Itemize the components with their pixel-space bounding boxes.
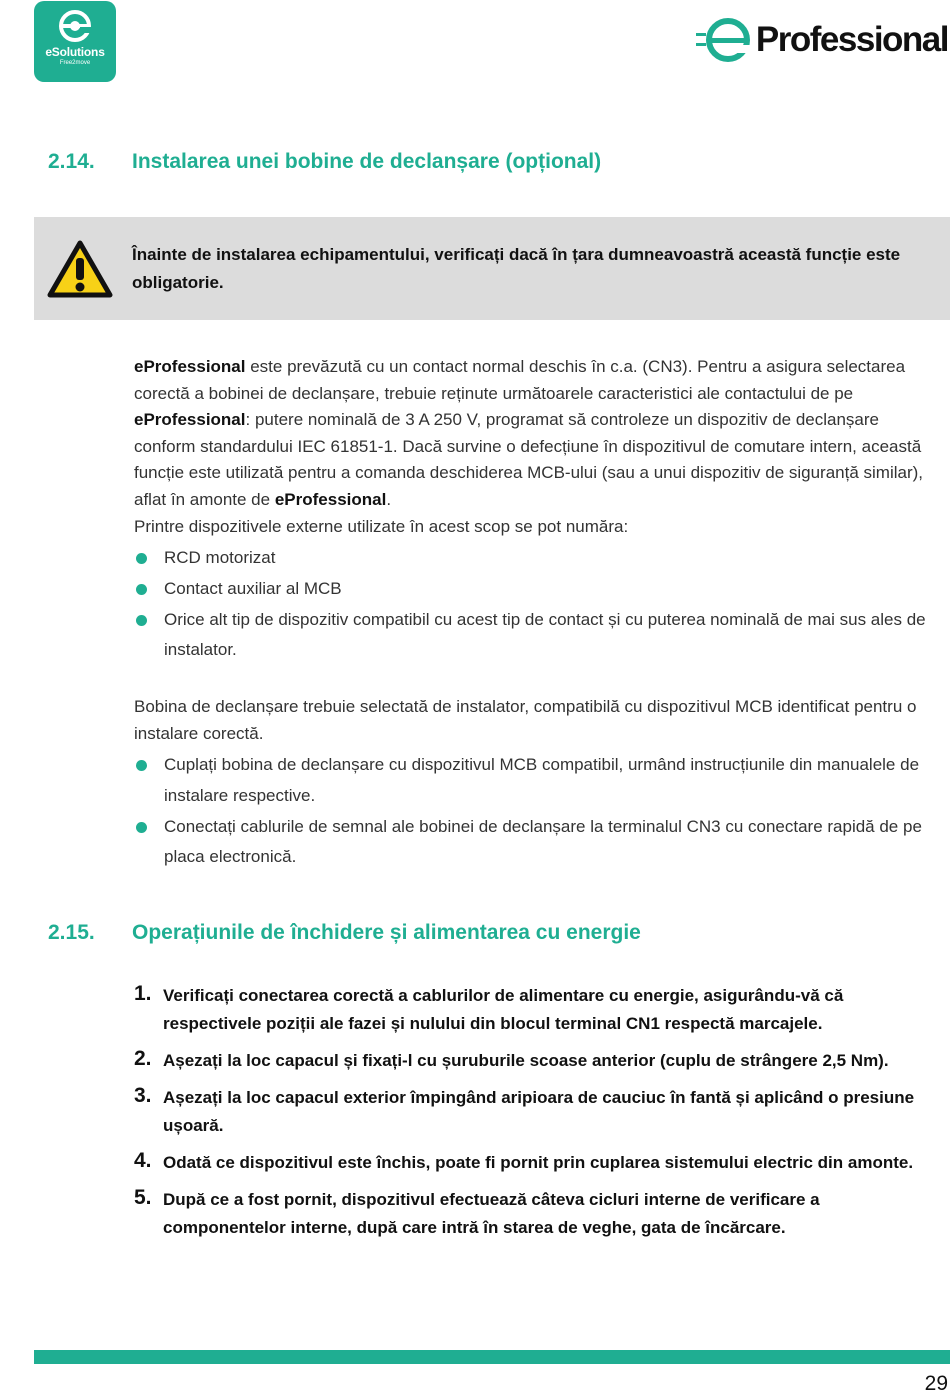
list-item: Cuplați bobina de declanșare cu dispozitivul MCB compatibil, urmând instrucțiunile din manualele de instalare respective. <box>134 750 934 812</box>
list-item: RCD motorizat <box>134 543 934 574</box>
warning-box <box>34 217 950 320</box>
page-number: 29 <box>924 1372 948 1395</box>
step-number: 2. <box>134 1047 152 1070</box>
eprofessional-e-icon <box>696 15 754 65</box>
intro-devices-lead: Printre dispozitivele externe utilizate în acest scop se pot număra: <box>134 516 629 536</box>
devices-list <box>134 543 934 666</box>
step-number: 1. <box>134 982 152 1005</box>
step-item <box>134 982 944 1038</box>
step-text: Așezați la loc capacul exterior împingând aripioara de cauciuc în fantă și aplicând o presiune ușoară. <box>163 1088 915 1135</box>
footer-bar <box>34 1350 950 1364</box>
step-item <box>134 1047 944 1075</box>
step-text: Odată ce dispozitivul este închis, poate fi pornit prin cuplarea sistemului electric din amonte. <box>163 1153 914 1172</box>
step-number: 4. <box>134 1149 152 1172</box>
brand-name: eProfessional <box>134 410 246 430</box>
step-text: Verificați conectarea corectă a cablurilor de alimentare cu energie, asigurându-vă că respectivele poziții ale fazei și nulului din blocul terminal CN1 respectă marcajele. <box>163 986 844 1033</box>
step-number: 3. <box>134 1084 152 1107</box>
warning-icon <box>47 240 113 298</box>
brand-name: eProfessional <box>274 489 387 509</box>
section-214-heading <box>48 150 601 174</box>
coil-paragraph: Bobina de declanșare trebuie selectată de instalator, compatibilă cu dispozitivul MCB identificat pentru o instalare corectă. <box>134 697 917 743</box>
step-item <box>134 1186 944 1242</box>
esolutions-logo <box>34 1 116 82</box>
intro-paragraph: eProfessional este prevăzută cu un contact normal deschis în c.a. (CN3). Pentru a asigura selectarea corectă a bobinei de declanșare, trebuie reținute următoarele caracteristici ale contactului de pe eProfessional: putere nominală de 3 A 250 V, programat să controleze un dispozitiv de declanșare conform standardului IEC 61851-1. Dacă survine o defecțiune în dispozitivul de comutare intern, această funcție este utilizată pentru a comanda deschiderea MCB-ului (sau a unui dispozitiv de siguranță similar), aflat în amonte de eProfessional. Printre dispozitivele externe utilizate în acest scop se pot număra: <box>134 354 944 540</box>
section-215-title: Operațiunile de închidere și alimentarea cu energie <box>132 921 641 944</box>
section-215-heading <box>48 921 641 945</box>
coil-steps-list <box>134 750 934 873</box>
esolutions-logo-name: eSolutions <box>45 45 105 59</box>
list-item: Conectați cablurile de semnal ale bobinei de declanșare la terminalul CN3 cu conectare rapidă de pe placa electronică. <box>134 812 934 874</box>
step-item <box>134 1084 944 1140</box>
section-214-title: Instalarea unei bobine de declanșare (opțional) <box>132 150 602 173</box>
brand-name: eProfessional <box>134 357 246 376</box>
eprofessional-logo-word: Professional <box>755 20 948 59</box>
esolutions-logo-sub: Free2move <box>59 60 91 66</box>
section-215-number: 2.15. <box>48 921 95 944</box>
closing-steps-list <box>134 982 944 1251</box>
section-214-number: 2.14. <box>48 150 95 173</box>
list-item: Contact auxiliar al MCB <box>134 574 934 605</box>
eprofessional-logo <box>696 14 948 66</box>
step-number: 5. <box>134 1186 152 1209</box>
plug-leaf-icon <box>58 9 92 43</box>
list-item: Orice alt tip de dispozitiv compatibil cu acest tip de contact și cu puterea nominală de mai sus ales de instalator. <box>134 605 934 667</box>
step-item <box>134 1149 944 1177</box>
step-text: După ce a fost pornit, dispozitivul efectuează câteva cicluri interne de verificare a componentelor interne, după care intră în starea de veghe, gata de încărcare. <box>163 1190 820 1237</box>
step-text: Așezați la loc capacul și fixați-l cu șuruburile scoase anterior (cuplu de strângere 2,5 Nm). <box>163 1051 889 1070</box>
warning-text: Înainte de instalarea echipamentului, verificați dacă în țara dumneavoastră această funcție este obligatorie. <box>132 245 901 292</box>
